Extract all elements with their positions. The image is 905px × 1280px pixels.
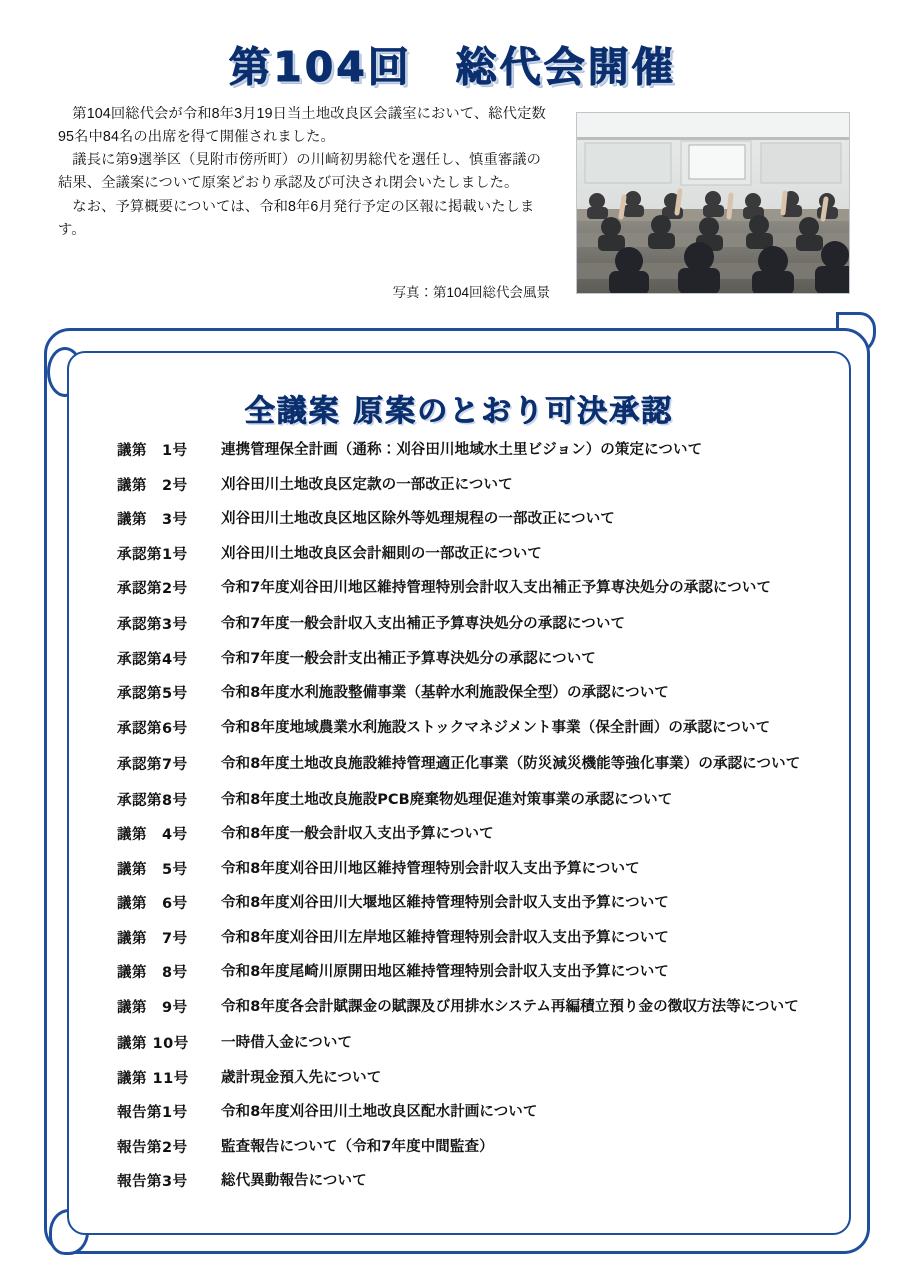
agenda-row-title: 令和8年度刈谷田川土地改良区配水計画について [221, 1104, 538, 1121]
agenda-row-title: 刈谷田川土地改良区会計細則の一部改正について [221, 545, 542, 562]
agenda-row-title: 一時借入金について [221, 1035, 353, 1052]
agenda-row-title: 令和7年度刈谷田川地区維持管理特別会計収入支出補正予算専決処分の承認について [221, 580, 772, 597]
agenda-row-title: 令和8年度土地改良施設PCB廃棄物処理促進対策事業の承認について [221, 791, 673, 808]
agenda-row-title: 刈谷田川土地改良区定款の一部改正について [221, 476, 513, 493]
agenda-row [117, 474, 817, 496]
agenda-row-title: 令和8年度刈谷田川左岸地区維持管理特別会計収入支出予算について [221, 929, 669, 946]
agenda-row [117, 858, 817, 880]
agenda-row [117, 717, 817, 739]
agenda-row-title: 総代異動報告について [221, 1173, 367, 1190]
agenda-row-number: 議第 1号 [117, 443, 188, 459]
agenda-row-number: 承認第6号 [117, 720, 188, 737]
agenda-row-number: 議第 10号 [117, 1036, 189, 1053]
intro-paragraph-3: なお、予算概要については、令和8年6月発行予定の区報に掲載いたします。 [58, 198, 535, 238]
agenda-row [117, 789, 817, 811]
agenda-row [117, 508, 817, 530]
agenda-row-title: 歳計現金預入先について [221, 1069, 382, 1086]
photo-caption: 写真：第104回総代会風景 [392, 285, 550, 300]
agenda-row-number: 報告第1号 [117, 1105, 188, 1122]
intro-paragraph-2: 議長に第9選挙区（見附市傍所町）の川﨑初男総代を選任し、慎重審議の結果、全議案について原案どおり承認及び可決され閉会いたしました。 [58, 152, 542, 192]
agenda-row-title: 連携管理保全計画（通称：刈谷田川地域水土里ビジョン）の策定について [221, 442, 703, 458]
agenda-row-number: 承認第4号 [117, 651, 188, 668]
agenda-row [117, 577, 817, 599]
agenda-row-number: 承認第1号 [117, 546, 188, 563]
agenda-row-title: 令和8年度尾崎川原開田地区維持管理特別会計収入支出予算について [221, 964, 669, 981]
agenda-row [117, 996, 817, 1018]
agenda-row-title: 令和7年度一般会計収入支出補正予算専決処分の承認について [221, 616, 626, 633]
agenda-row-title: 令和7年度一般会計支出補正予算専決処分の承認について [221, 650, 596, 667]
agenda-row-number: 報告第2号 [117, 1139, 188, 1156]
agenda-row-number: 議第 4号 [117, 827, 188, 844]
meeting-photo-graphic [577, 113, 849, 293]
agenda-row [117, 613, 817, 635]
intro-text-block [58, 103, 548, 242]
agenda-row-title: 監査報告について（令和7年度中間監査） [221, 1138, 494, 1155]
agenda-row-title: 令和8年度地域農業水利施設ストックマネジメント事業（保全計画）の承認について [221, 719, 771, 736]
agenda-row [117, 648, 817, 670]
agenda-row-title: 令和8年度水利施設整備事業（基幹水利施設保全型）の承認について [221, 685, 669, 702]
agenda-row-number: 承認第2号 [117, 581, 188, 598]
agenda-row [117, 927, 817, 949]
agenda-list [117, 439, 817, 1205]
agenda-row-title: 令和8年度各会計賦課金の賦課及び用排水システム再編積立預り金の徴収方法等について [221, 999, 799, 1015]
agenda-row-number: 議第 6号 [117, 896, 188, 913]
agenda-row-title: 令和8年度刈谷田川大堰地区維持管理特別会計収入支出予算について [221, 895, 669, 912]
intro-paragraph-1: 第104回総代会が令和8年3月19日当土地改良区会議室において、総代定数95名中84名の出席を得て開催されました。 [58, 106, 546, 146]
agenda-row [117, 1032, 817, 1054]
agenda-row-number: 承認第3号 [117, 617, 188, 634]
agenda-row [117, 1067, 817, 1089]
scroll-outer-frame [44, 328, 870, 1254]
agenda-row-number: 議第 2号 [117, 477, 188, 494]
agenda-row [117, 439, 817, 461]
agenda-row-number: 議第 9号 [117, 1000, 188, 1016]
agenda-row [117, 823, 817, 845]
agenda-row-number: 報告第3号 [117, 1174, 188, 1191]
agenda-row-number: 議第 3号 [117, 512, 188, 529]
agenda-row-number: 承認第8号 [117, 792, 188, 809]
meeting-photo [576, 112, 850, 294]
agenda-row [117, 961, 817, 983]
agenda-row [117, 1170, 817, 1192]
agenda-row [117, 1101, 817, 1123]
agenda-banner-title: 全議案 原案のとおり可決承認 [244, 394, 674, 429]
agenda-row [117, 543, 817, 565]
agenda-row-title: 令和8年度一般会計収入支出予算について [221, 826, 494, 843]
agenda-row [117, 1136, 817, 1158]
agenda-row-number: 承認第5号 [117, 686, 188, 703]
agenda-row [117, 753, 817, 775]
agenda-scroll-banner [36, 318, 874, 1258]
agenda-row-number: 議第 7号 [117, 930, 188, 947]
agenda-row-number: 承認第7号 [117, 756, 188, 773]
agenda-row [117, 892, 817, 914]
agenda-row-number: 議第 11号 [117, 1070, 189, 1087]
agenda-row-title: 令和8年度刈谷田川地区維持管理特別会計収入支出予算について [221, 860, 640, 877]
scroll-inner-frame [67, 351, 851, 1235]
agenda-row-number: 議第 8号 [117, 965, 188, 982]
agenda-row-title: 令和8年度土地改良施設維持管理適正化事業（防災減災機能等強化事業）の承認について [221, 755, 801, 772]
agenda-row-number: 議第 5号 [117, 861, 188, 878]
agenda-row [117, 682, 817, 704]
agenda-row-title: 刈谷田川土地改良区地区除外等処理規程の一部改正について [221, 511, 615, 528]
page-title: 第104回 総代会開催 [229, 43, 676, 91]
